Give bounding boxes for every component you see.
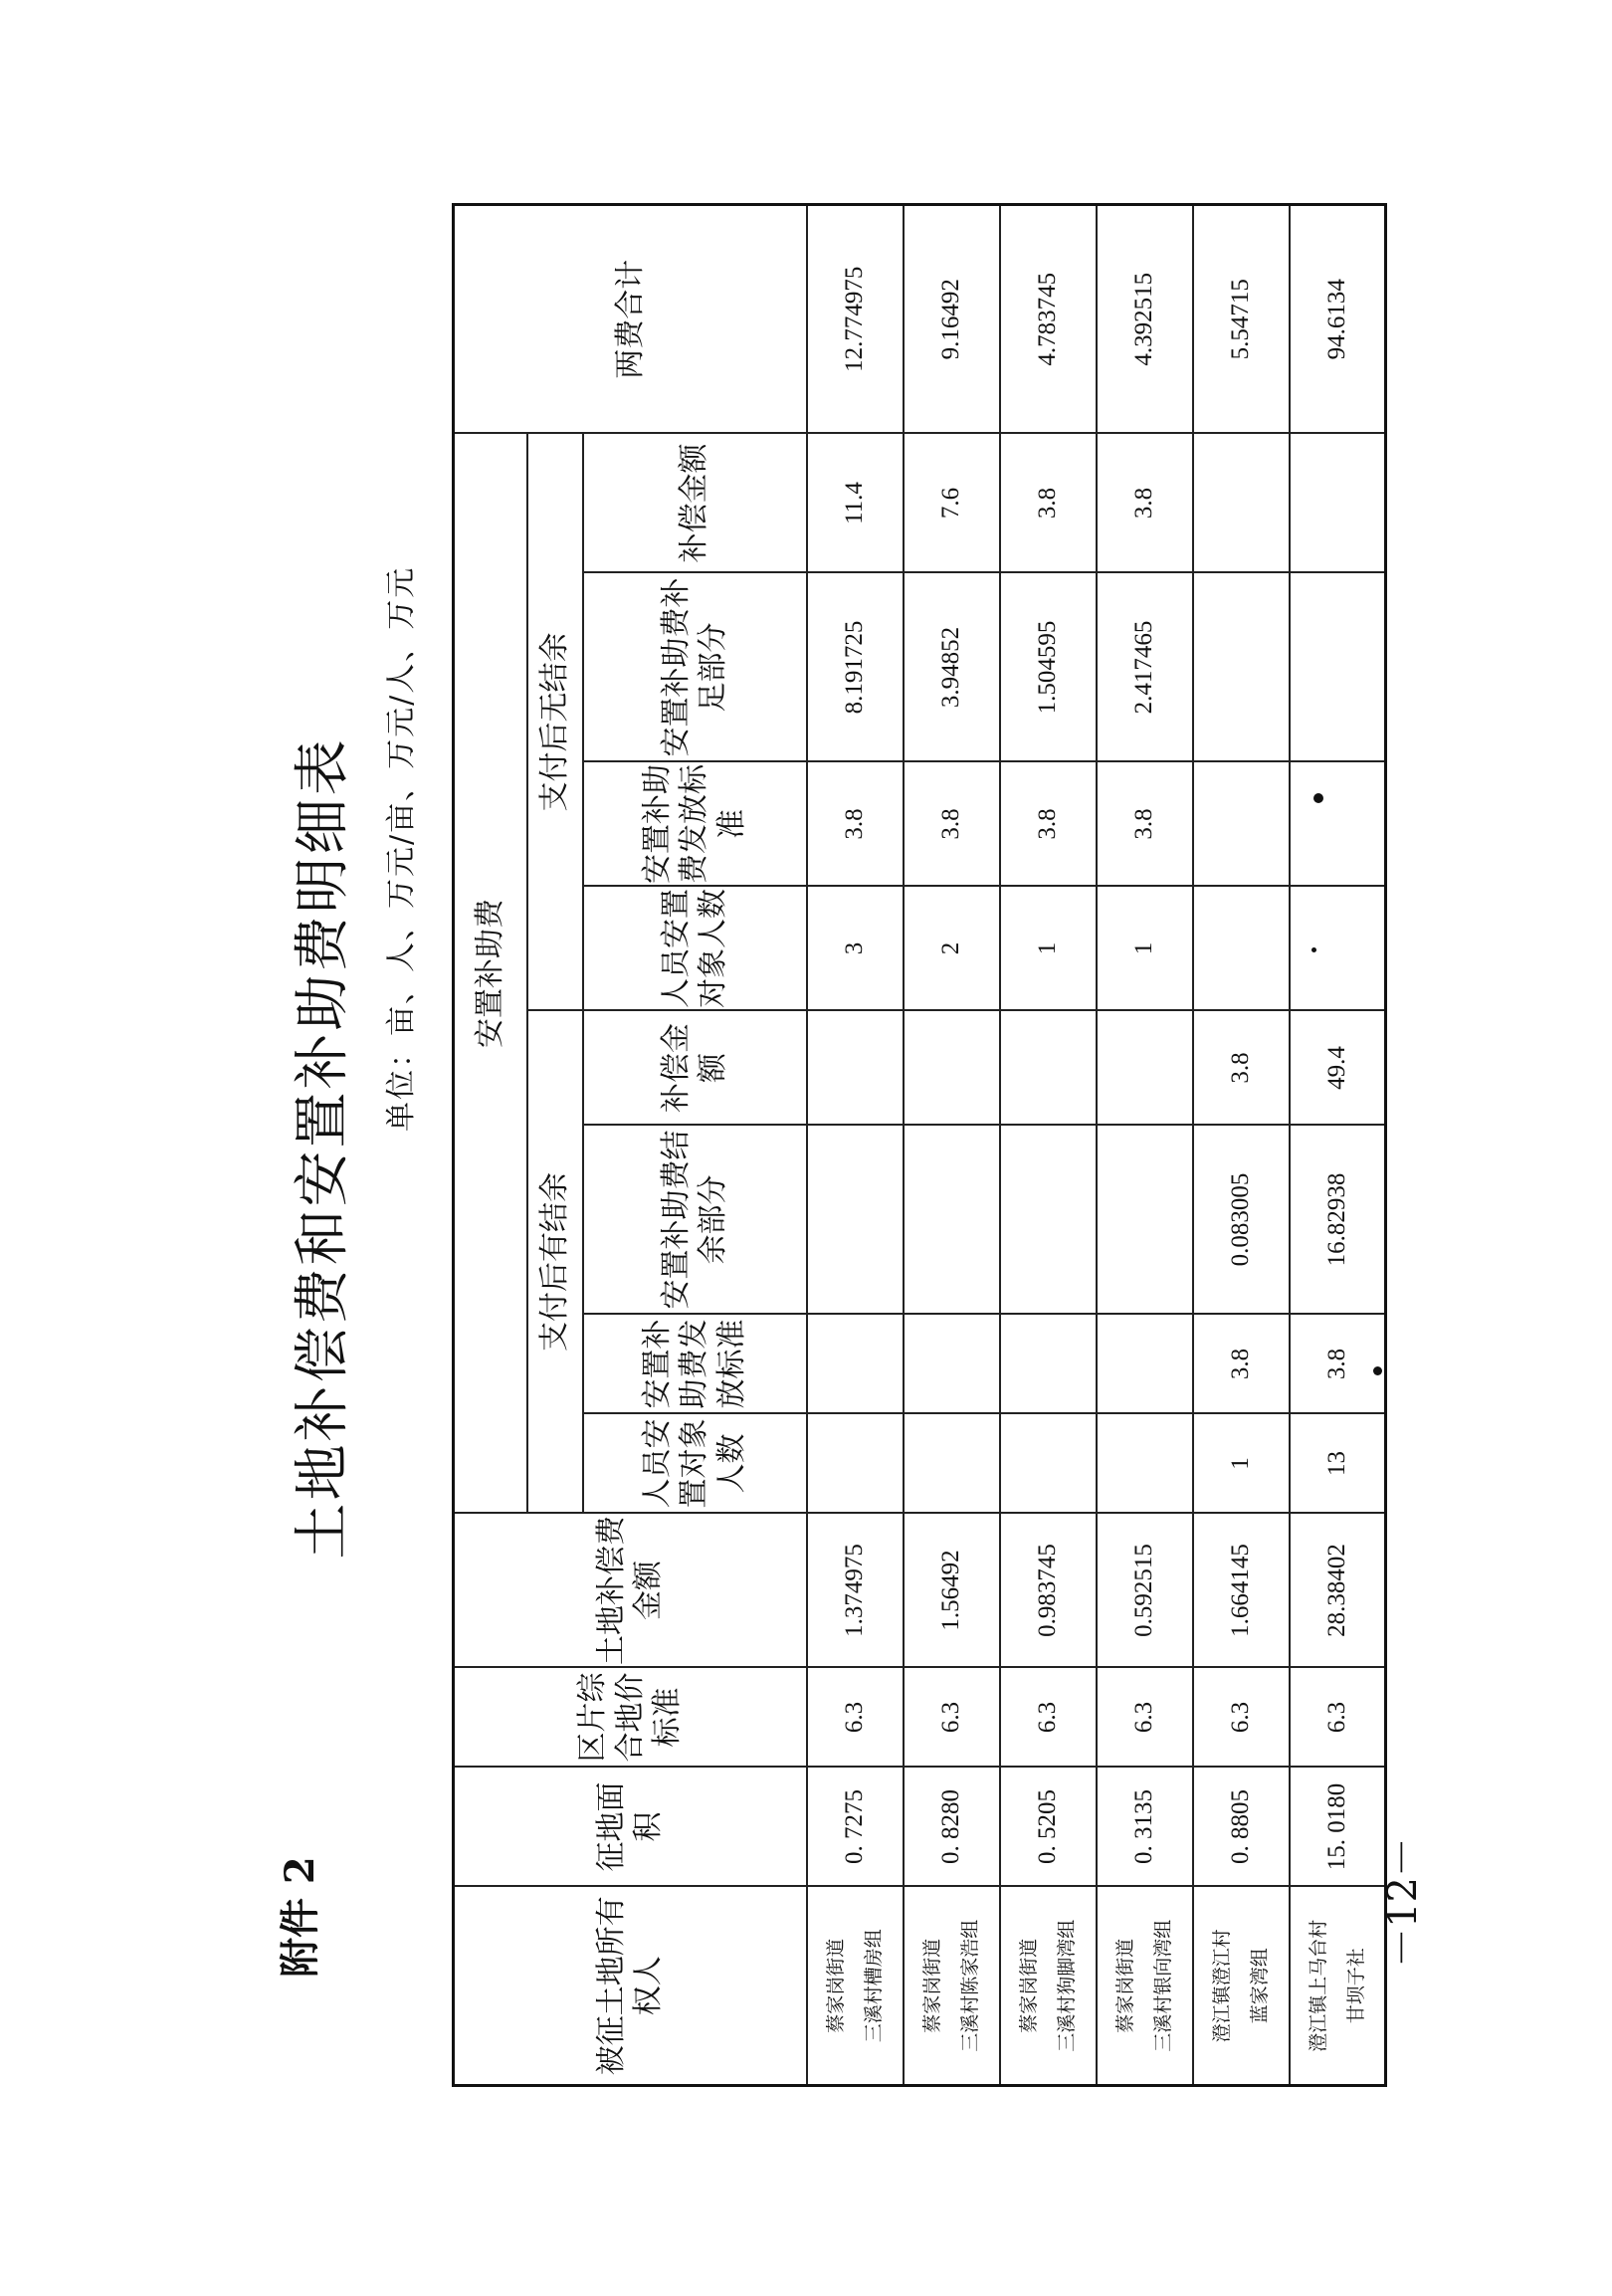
header-land-comp: 土地补偿费金额 — [454, 1514, 807, 1668]
nosurplus-standard-cell — [1193, 762, 1290, 887]
surplus-persons-cell — [807, 1414, 904, 1514]
scan-speck — [1373, 1366, 1382, 1375]
total-cell: 5.54715 — [1193, 205, 1290, 434]
header-price: 区片综合地价标准 — [454, 1668, 807, 1768]
area-cell: 0. 3135 — [1097, 1768, 1193, 1887]
table-row — [1193, 205, 1290, 2086]
land-comp-cell: 1.374975 — [807, 1514, 904, 1668]
compensation-table — [452, 203, 1387, 2087]
header-surplus-persons: 人员安置对象人数 — [583, 1414, 807, 1514]
header-nosurplus: 支付后无结余 — [527, 434, 583, 1011]
header-shortfall-part: 安置补助费补足部分 — [583, 573, 807, 762]
surplus-amount-cell — [807, 1011, 904, 1126]
surplus-part-cell — [1097, 1126, 1193, 1315]
nosurplus-persons-cell: 1 — [1097, 887, 1193, 1011]
table-row — [1000, 205, 1097, 2086]
nosurplus-amount-cell: 7.6 — [904, 434, 1000, 573]
price-cell: 6.3 — [807, 1668, 904, 1768]
annex-label: 附件 2 — [277, 1856, 323, 1978]
nosurplus-amount-cell — [1193, 434, 1290, 573]
header-surplus-part: 安置补助费结余部分 — [583, 1126, 807, 1315]
surplus-part-cell: 0.083005 — [1193, 1126, 1290, 1315]
surplus-standard-cell: 3.8 — [1290, 1315, 1386, 1414]
area-cell: 0. 5205 — [1000, 1768, 1097, 1887]
total-cell: 9.16492 — [904, 205, 1000, 434]
header-nosurplus-standard: 安置补助费发放标准 — [583, 762, 807, 887]
surplus-persons-cell — [904, 1414, 1000, 1514]
land-comp-cell: 0.983745 — [1000, 1514, 1097, 1668]
surplus-standard-cell — [904, 1315, 1000, 1414]
owner-cell: 蔡家岗街道 三溪村银向湾组 — [1097, 1887, 1193, 2086]
surplus-persons-cell: 13 — [1290, 1414, 1386, 1514]
surplus-amount-cell: 49.4 — [1290, 1011, 1386, 1126]
surplus-part-cell: 16.82938 — [1290, 1126, 1386, 1315]
nosurplus-standard-cell: 3.8 — [807, 762, 904, 887]
header-surplus: 支付后有结余 — [527, 1011, 583, 1514]
surplus-persons-cell: 1 — [1193, 1414, 1290, 1514]
area-cell: 0. 7275 — [807, 1768, 904, 1887]
surplus-standard-cell: 3.8 — [1193, 1315, 1290, 1414]
shortfall-part-cell: 8.191725 — [807, 573, 904, 762]
table-row — [807, 205, 904, 2086]
total-cell: 12.774975 — [807, 205, 904, 434]
header-resettle: 安置补助费 — [454, 434, 527, 1514]
nosurplus-persons-cell: 2 — [904, 887, 1000, 1011]
scan-speck — [1313, 793, 1323, 803]
owner-cell: 蔡家岗街道 三溪村陈家浩组 — [904, 1887, 1000, 2086]
total-cell: 4.392515 — [1097, 205, 1193, 434]
area-cell: 0. 8805 — [1193, 1768, 1290, 1887]
owner-cell: 澄江镇澄江村 蓝家湾组 — [1193, 1887, 1290, 2086]
nosurplus-standard-cell: 3.8 — [1097, 762, 1193, 887]
surplus-amount-cell — [1000, 1011, 1097, 1126]
price-cell: 6.3 — [1290, 1668, 1386, 1768]
surplus-standard-cell — [1000, 1315, 1097, 1414]
surplus-standard-cell — [1097, 1315, 1193, 1414]
price-cell: 6.3 — [1097, 1668, 1193, 1768]
shortfall-part-cell: 2.417465 — [1097, 573, 1193, 762]
table-row — [904, 205, 1000, 2086]
nosurplus-persons-cell — [1290, 887, 1386, 1011]
price-cell: 6.3 — [904, 1668, 1000, 1768]
header-area: 征地面积 — [454, 1768, 807, 1887]
owner-cell: 蔡家岗街道 三溪村狗脚湾组 — [1000, 1887, 1097, 2086]
shortfall-part-cell: 3.94852 — [904, 573, 1000, 762]
nosurplus-persons-cell — [1193, 887, 1290, 1011]
surplus-part-cell — [807, 1126, 904, 1315]
price-cell: 6.3 — [1193, 1668, 1290, 1768]
nosurplus-standard-cell — [1290, 762, 1386, 887]
nosurplus-amount-cell: 3.8 — [1097, 434, 1193, 573]
owner-cell: 蔡家岗街道 三溪村槽房组 — [807, 1887, 904, 2086]
surplus-persons-cell — [1000, 1414, 1097, 1514]
nosurplus-standard-cell: 3.8 — [904, 762, 1000, 887]
page-title: 土地补偿费和安置补助费明细表 — [291, 736, 355, 1560]
header-nosurplus-persons: 人员安置对象人数 — [583, 887, 807, 1011]
area-cell: 15. 0180 — [1290, 1768, 1386, 1887]
nosurplus-persons-cell: 1 — [1000, 887, 1097, 1011]
scan-speck — [1311, 947, 1316, 952]
surplus-part-cell — [904, 1126, 1000, 1315]
page-number: －12－ — [1380, 1837, 1426, 1968]
surplus-persons-cell — [1097, 1414, 1193, 1514]
surplus-amount-cell: 3.8 — [1193, 1011, 1290, 1126]
table-row — [1290, 205, 1386, 2086]
header-surplus-standard: 安置补助费发放标准 — [583, 1315, 807, 1414]
nosurplus-amount-cell: 11.4 — [807, 434, 904, 573]
nosurplus-amount-cell: 3.8 — [1000, 434, 1097, 573]
table-row — [1097, 205, 1193, 2086]
surplus-amount-cell — [904, 1011, 1000, 1126]
shortfall-part-cell — [1193, 573, 1290, 762]
unit-note: 单位：亩、人、万元/亩、万元/人、万元 — [384, 565, 419, 1132]
land-comp-cell: 1.56492 — [904, 1514, 1000, 1668]
land-comp-cell: 0.592515 — [1097, 1514, 1193, 1668]
header-total: 两费合计 — [454, 205, 807, 434]
total-cell: 94.6134 — [1290, 205, 1386, 434]
surplus-standard-cell — [807, 1315, 904, 1414]
header-nosurplus-amount: 补偿金额 — [583, 434, 807, 573]
header-surplus-amount: 补偿金额 — [583, 1011, 807, 1126]
owner-cell: 澄江镇上马台村 甘坝子社 — [1290, 1887, 1386, 2086]
land-comp-cell: 1.664145 — [1193, 1514, 1290, 1668]
shortfall-part-cell — [1290, 573, 1386, 762]
nosurplus-standard-cell: 3.8 — [1000, 762, 1097, 887]
surplus-amount-cell — [1097, 1011, 1193, 1126]
shortfall-part-cell: 1.504595 — [1000, 573, 1097, 762]
nosurplus-persons-cell: 3 — [807, 887, 904, 1011]
land-comp-cell: 28.38402 — [1290, 1514, 1386, 1668]
surplus-part-cell — [1000, 1126, 1097, 1315]
price-cell: 6.3 — [1000, 1668, 1097, 1768]
nosurplus-amount-cell — [1290, 434, 1386, 573]
total-cell: 4.783745 — [1000, 205, 1097, 434]
area-cell: 0. 8280 — [904, 1768, 1000, 1887]
header-owner: 被征土地所有权人 — [454, 1887, 807, 2086]
